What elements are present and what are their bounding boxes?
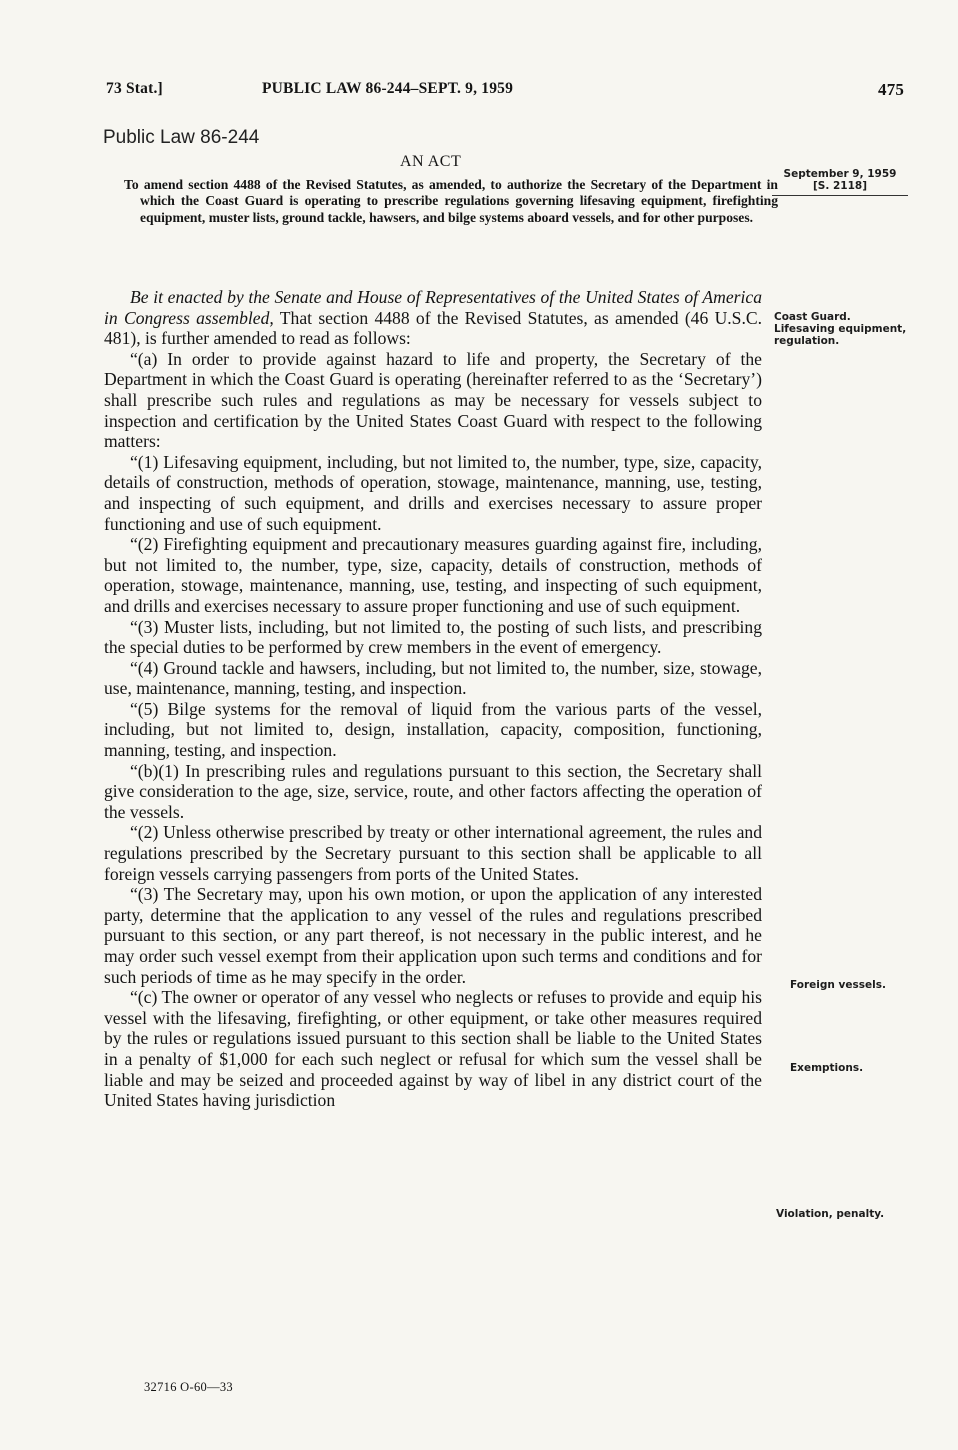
- sidenote-coast-guard-block: [774, 311, 914, 347]
- running-header-title: PUBLIC LAW 86-244–SEPT. 9, 1959: [262, 80, 514, 97]
- paragraph-a-4: “(4) Ground tackle and hawsers, including, but not limited to, the number, size, stowage, use, maintenance, manning, testing, and inspection.: [104, 657, 762, 699]
- act-heading: AN ACT: [400, 153, 462, 170]
- sidenote-rule: [772, 195, 908, 196]
- subsection-b-1: “(b)(1) In prescribing rules and regulations pursuant to this section, the Secretary shall give consideration to the age, size, service, route, and other factors affecting the operation of the vessels.: [104, 760, 762, 822]
- act-purpose: To amend section 4488 of the Revised Statutes, as amended, to authorize the Secretary of the Department in which the Coast Guard is operating to prescribe regulations governing lifesaving equipment, firefighting equipment, muster lists, ground tackle, hawsers, and bilge systems aboard vessels, and for other purposes.: [124, 177, 778, 225]
- paragraph-b-3: “(3) The Secretary may, upon his own motion, or upon the application of any interested party, determine that the application to any vessel of the rules and regulations prescribed pursuant to this section, or any part thereof, is not necessary in the public interest, and he may order such vessel exempt from their application upon such terms and conditions and for such periods of time as he may specify in the order.: [104, 884, 762, 987]
- sidenote-date-block: [772, 168, 908, 196]
- enacting-clause-rest: That section 4488 of the Revised Statutes, as amended (46 U.S.C. 481), is further amended to read as follows:: [104, 307, 762, 349]
- sidenote-violation: Violation, penalty.: [776, 1208, 885, 1220]
- paragraph-a-2: “(2) Firefighting equipment and precautionary measures guarding against fire, including, but not limited to, the number, type, size, capacity, details of construction, methods of operation, stowage, maintenance, manning, use, testing, and inspecting of such equipment, and drills and exercises necessary to assure proper functioning and use of such equipment.: [104, 534, 762, 616]
- page-number: 475: [878, 80, 905, 99]
- public-law-title: Public Law 86-244: [103, 127, 260, 148]
- subsection-c: “(c) The owner or operator of any vessel who neglects or refuses to provide and equip his vessel with the lifesaving, firefighting, or other equipment, or take other measures required by the rules or regulations issued pursuant to this section shall be liable to the United States in a penalty of $1,000 for each such neglect or refusal for which sum the vessel shall be liable and may be seized and proceeded against by way of libel in any district court of the United States having jurisdiction: [104, 987, 762, 1111]
- sidenote-lifesaving: Lifesaving equipment, regulation.: [774, 323, 907, 347]
- paragraph-a-3: “(3) Muster lists, including, but not limited to, the posting of such lists, and prescribing the special duties to be performed by crew members in the event of emergency.: [104, 616, 762, 658]
- sidenote-coast-guard: Coast Guard.: [774, 311, 851, 323]
- paragraph-b-2: “(2) Unless otherwise prescribed by treaty or other international agreement, the rules and regulations prescribed by the Secretary pursuant to this section shall be applicable to all foreign vessels carrying passengers from ports of the United States.: [104, 822, 762, 884]
- enacting-clause-italic: Be it enacted by the Senate and House of Representatives of the United States of America in Congress assembled,: [104, 287, 762, 328]
- sidenote-bill-number: [S. 2118]: [812, 180, 868, 192]
- enacting-clause: [104, 287, 762, 349]
- paragraph-a-1: “(1) Lifesaving equipment, including, but not limited to, the number, type, size, capacity, details of construction, methods of operation, stowage, maintenance, manning, use, testing, and inspecting of such equipment, and drills and exercises necessary to assure proper functioning and use of such equipment.: [104, 451, 762, 534]
- sidenote-exemptions: Exemptions.: [790, 1062, 864, 1074]
- sidenote-date: September 9, 1959: [783, 168, 897, 180]
- running-header-volume: 73 Stat.]: [106, 80, 163, 97]
- printer-footer: 32716 O-60—33: [144, 1380, 233, 1394]
- act-body: [104, 287, 762, 1111]
- subsection-a: “(a) In order to provide against hazard to life and property, the Secretary of the Department in which the Coast Guard is operating (hereinafter referred to as the ‘Secretary’) shall prescribe such rules and regulations as may be necessary for vessels subject to inspection and certification by the United States Coast Guard with respect to the following matters:: [104, 348, 762, 452]
- paragraph-a-5: “(5) Bilge systems for the removal of liquid from the various parts of the vessel, including, but not limited to, design, installation, capacity, composition, functioning, manning, testing, and inspection.: [104, 698, 762, 761]
- sidenote-foreign-vessels: Foreign vessels.: [790, 979, 886, 991]
